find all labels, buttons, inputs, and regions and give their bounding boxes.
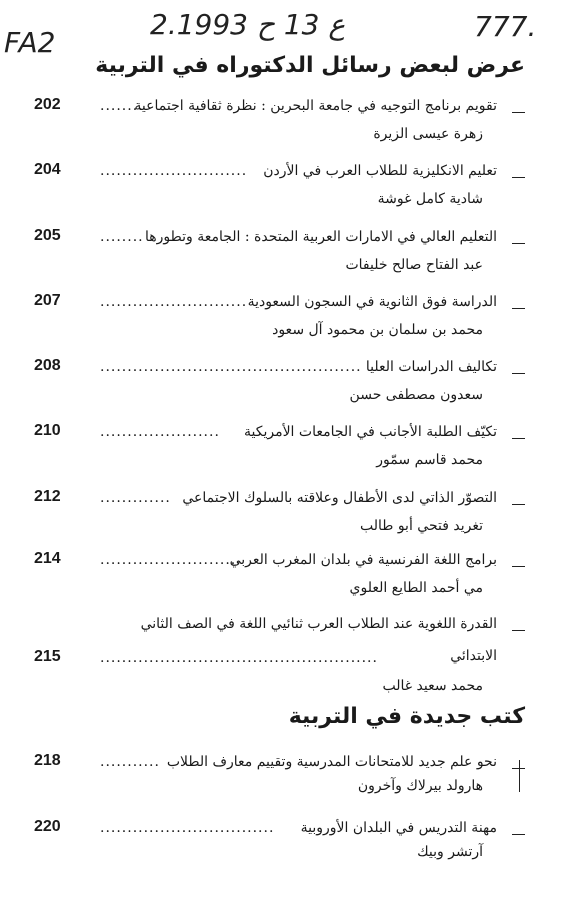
entry-title: الدراسة فوق الثانوية في السجون السعودية — [247, 294, 497, 310]
book-entry — [0, 752, 565, 812]
dissertation-entry — [0, 227, 565, 287]
page-number: 218 — [34, 752, 61, 769]
page-number: 214 — [34, 550, 61, 567]
leader-dots: ........ — [100, 98, 144, 114]
entry-title: تقويم برنامج التوجيه في جامعة البحرين : نظرة ثقافية اجتماعية — [134, 98, 497, 114]
entry-author: محمد سعيد غالب — [382, 678, 483, 694]
page-number: 215 — [34, 648, 61, 665]
dissertation-entry — [0, 550, 565, 610]
entry-title: برامج اللغة الفرنسية في بلدان المغرب العربي — [229, 552, 497, 568]
books-section-title: كتب جديدة في التربية — [288, 704, 525, 729]
leader-dots: ...................... — [100, 424, 220, 440]
dissertations-section-title: عرض لبعض رسائل الدكتوراه في التربية — [95, 53, 525, 78]
leader-dots: .......................... — [100, 552, 242, 568]
bullet-dash — [512, 630, 525, 631]
leader-dots: ........... — [100, 754, 160, 770]
entry-author: تغريد فتحي أبو طالب — [359, 518, 483, 534]
bullet-dash — [512, 566, 525, 567]
entry-title: نحو علم جديد للامتحانات المدرسية وتقييم معارف الطلاب — [166, 754, 497, 770]
entry-author: هارولد بيرلاك وآخرون — [357, 778, 483, 794]
page-number: 220 — [34, 818, 61, 835]
page-number: 202 — [34, 96, 61, 113]
leader-dots: ................................ — [100, 820, 275, 836]
handwritten-number-right: 777. — [474, 10, 537, 43]
page-number: 205 — [34, 227, 61, 244]
bullet-dash — [512, 438, 525, 439]
bullet-dash — [512, 504, 525, 505]
entry-author: شادية كامل غوشة — [377, 191, 483, 207]
dissertation-entry — [0, 161, 565, 221]
page-number: 207 — [34, 292, 61, 309]
handwritten-code-left: FA2 — [4, 26, 56, 59]
entry-title: تعليم الانكليزية للطلاب العرب في الأردن — [263, 163, 497, 179]
handwritten-cross-mark — [512, 768, 525, 769]
entry-author: سعدون مصطفى حسن — [349, 387, 483, 403]
leader-dots: ........ — [100, 229, 144, 245]
leader-dots: ............. — [100, 490, 171, 506]
dissertation-entry — [0, 357, 565, 417]
entry-author: آرتشر وبيك — [417, 844, 483, 860]
leader-dots: ........................... — [100, 163, 248, 179]
entry-title: مهنة التدريس في البلدان الأوروبية — [300, 820, 497, 836]
page-number: 210 — [34, 422, 61, 439]
entry-title: تكاليف الدراسات العليا — [365, 359, 497, 375]
handwritten-date: 2.ع 13 ح 1993 — [150, 8, 346, 41]
bullet-dash — [512, 112, 525, 113]
dissertation-entry — [0, 292, 565, 352]
entry-title: التصوّر الذاتي لدى الأطفال وعلاقته بالسلوك الاجتماعي — [182, 490, 497, 506]
entry-title: التعليم العالي في الامارات العربية المتحدة : الجامعة وتطورها — [144, 229, 497, 245]
dissertation-entry — [0, 96, 565, 156]
dissertation-entry — [0, 488, 565, 548]
entry-author: عبد الفتاح صالح خليفات — [345, 257, 483, 273]
bullet-dash — [512, 243, 525, 244]
entry-title-continuation: الابتدائي — [450, 648, 497, 664]
dissertation-entry — [0, 614, 565, 704]
bullet-dash — [512, 177, 525, 178]
bullet-dash — [512, 834, 525, 835]
entry-author: محمد بن سلمان بن محمود آل سعود — [272, 322, 483, 338]
leader-dots: ................................................ — [100, 359, 362, 375]
dissertation-entry — [0, 422, 565, 482]
leader-dots: ................................................... — [100, 650, 378, 666]
entry-title: تكيّف الطلبة الأجانب في الجامعات الأمريكية — [243, 424, 497, 440]
bullet-dash — [512, 373, 525, 374]
entry-author: زهرة عيسى الزيرة — [373, 126, 483, 142]
entry-title: القدرة اللغوية عند الطلاب العرب ثنائيي اللغة في الصف الثاني — [140, 616, 497, 632]
bullet-dash — [512, 308, 525, 309]
entry-author: محمد قاسم سمّور — [376, 452, 483, 468]
page-number: 208 — [34, 357, 61, 374]
book-entry — [0, 818, 565, 878]
page-number: 204 — [34, 161, 61, 178]
leader-dots: ........................... — [100, 294, 248, 310]
entry-author: مي أحمد الطايع العلوي — [349, 580, 483, 596]
page-number: 212 — [34, 488, 61, 505]
